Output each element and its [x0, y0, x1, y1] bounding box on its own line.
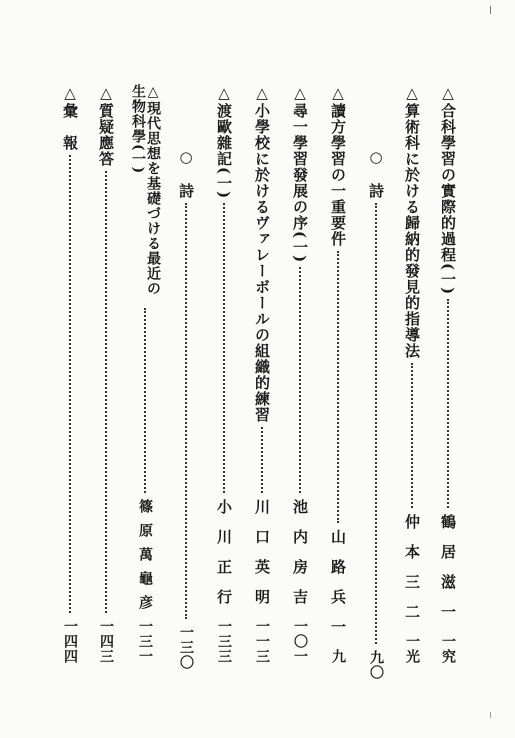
leader-dots [337, 251, 339, 523]
leader-dots [69, 155, 71, 613]
entry-title: △質疑應答 [97, 84, 115, 167]
toc-entry [212, 84, 236, 664]
entry-page: 一究 [440, 634, 456, 664]
leader-dots [375, 203, 377, 644]
leader-dots [185, 203, 187, 619]
entry-author: 小川正行 [215, 499, 233, 619]
leader-dots [223, 203, 225, 493]
entry-page: 一三三 [216, 619, 232, 664]
entry-page: 九〇 [368, 650, 384, 680]
toc-entry [326, 84, 350, 664]
toc-entry [436, 84, 460, 664]
entry-page: 一三〇 [178, 625, 194, 670]
entry-title: ○ 詩 [177, 148, 195, 199]
leader-dots [299, 267, 301, 493]
entry-title: △現代思想を基礎づける最近の生物科學(一) [130, 84, 161, 296]
entry-title: △讀方學習の一重要件 [329, 84, 347, 247]
entry-author: 仲本三二 [403, 514, 421, 634]
leader-dots [447, 299, 449, 508]
entry-page: 一四三 [98, 619, 114, 664]
entry-title: △小學校に於けるヴァレーボールの組織的練習 [253, 84, 271, 423]
toc-entry [94, 84, 118, 664]
entry-page: 九 [330, 649, 346, 664]
toc-entry [364, 140, 388, 680]
entry-page: 一四四 [62, 619, 78, 664]
toc-entry [288, 84, 312, 664]
entry-page: 一三一 [137, 619, 153, 664]
leader-dots [411, 363, 413, 508]
scan-mark-bottom [490, 712, 491, 718]
toc-entry [250, 84, 274, 664]
toc-entry [174, 140, 198, 670]
entry-author: 篠原萬龜彦 [137, 499, 153, 619]
toc-entry [400, 84, 424, 664]
entry-page: 一光 [404, 634, 420, 664]
entry-page: 一〇一 [292, 619, 308, 664]
entry-title: △尋一學習發展の序(一) [291, 84, 309, 264]
leader-dots [105, 171, 107, 613]
entry-title: △合科學習の實際的過程(一) [439, 84, 457, 296]
scan-mark-top [490, 6, 491, 14]
entry-title: △算術科に於ける歸納的發見的指導法 [403, 84, 421, 359]
entry-author: 山路兵一 [329, 529, 347, 649]
toc-entry [130, 84, 160, 664]
entry-title: △彙 報 [61, 84, 79, 151]
entry-author: 池内房吉 [291, 499, 309, 619]
toc-entry [58, 84, 82, 664]
entry-title: △渡歐雜記(一) [215, 84, 233, 200]
entry-title: ○ 詩 [367, 148, 385, 199]
entry-author: 川口英明 [253, 499, 271, 619]
entry-author: 鶴居滋一 [439, 514, 457, 634]
entry-page: 一一三 [254, 619, 270, 664]
leader-dots [261, 427, 263, 493]
leader-dots [144, 308, 146, 493]
